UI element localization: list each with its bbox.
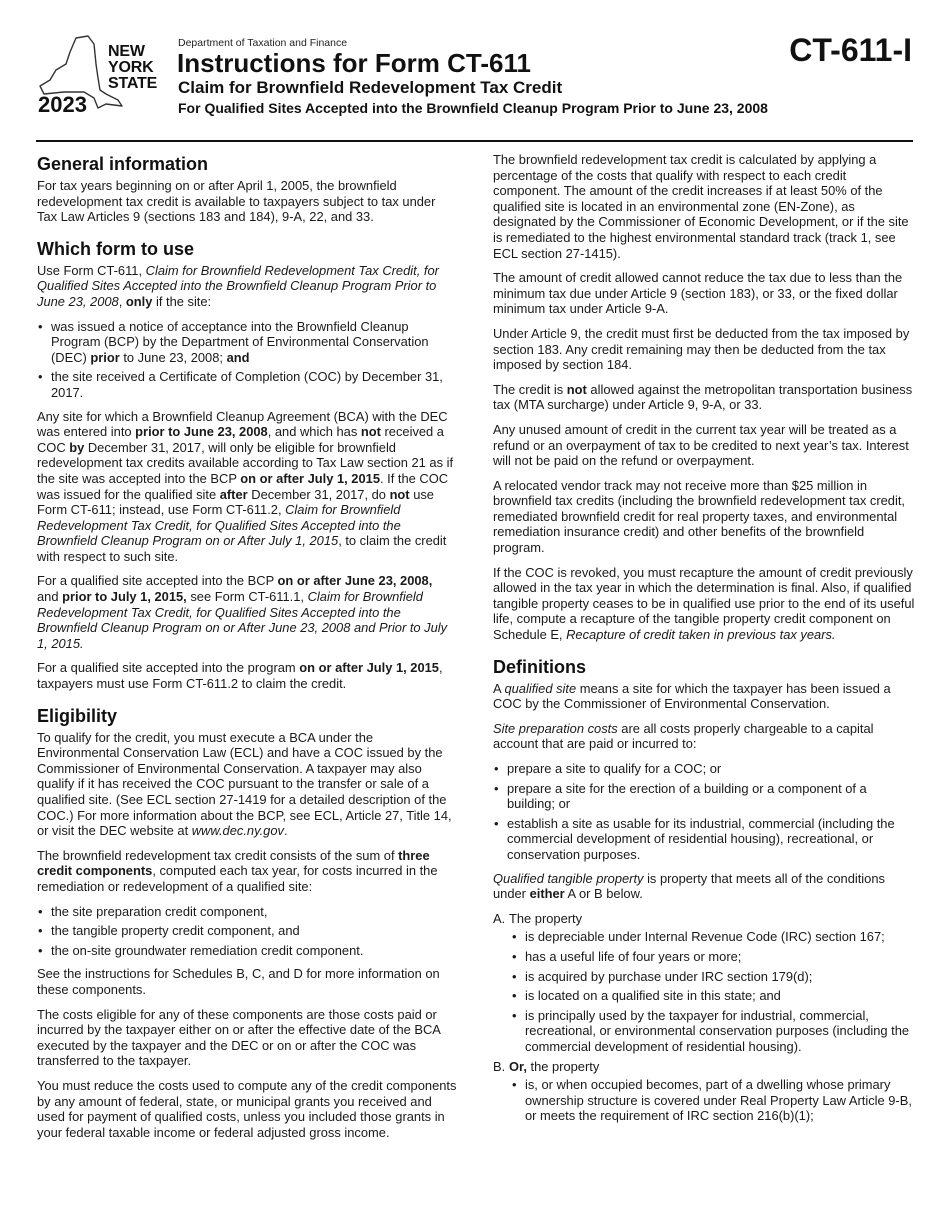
- definitions-section: [493, 655, 915, 1124]
- condition-b: B. Or, the property: [493, 1058, 600, 1074]
- right-column: [493, 152, 915, 1128]
- paragraph: The amount of credit allowed cannot reduce the tax due to less than the minimum tax due under Article 9 (section 183), or 33, or the fixed dollar minimum tax under Article 9-A.: [493, 270, 903, 317]
- list-item: • prepare a site for the erection of a building or a component of a building; or: [493, 781, 915, 812]
- nys-logo: [36, 34, 164, 118]
- paragraph: Site preparation costs are all costs properly chargeable to a capital account that are paid or incurred to:: [493, 720, 874, 752]
- header-divider: [36, 140, 913, 142]
- logo-state-text: NEW YORK STATE: [108, 43, 158, 92]
- section-heading: Which form to use: [37, 238, 194, 259]
- paragraph: A qualified site means a site for which the taxpayer has been issued a COC by the Commissioner of Environmental Conservation.: [493, 680, 891, 712]
- bullet-list: [37, 319, 457, 401]
- eligibility-section: [37, 704, 457, 1141]
- paragraph: You must reduce the costs used to compute any of the credit components by any amount of federal, state, or municipal grants you received and used for payment of qualified costs, unless you included those grants in your federal taxable income or federal adjusted gross income.: [37, 1077, 457, 1140]
- paragraph: See the instructions for Schedules B, C, and D for more information on these components.: [37, 966, 440, 997]
- list-item: • the on-site groundwater remediation credit component.: [37, 943, 457, 959]
- page-header: [0, 0, 950, 145]
- list-item: • is principally used by the taxpayer for industrial, commercial, recreational, or environmental conservation purposes (including the commercial development of residential housing).: [511, 1008, 915, 1055]
- paragraph: Any site for which a Brownfield Cleanup Agreement (BCA) with the DEC was entered into prior to June 23, 2008, and which has not received a COC by December 31, 2017, will only be eligible for brownfield redevelopment tax credits available according to Tax Law section 21 as if the site was accepted into the BCP on or after July 1, 2015. If the COC was issued for the qualified site after December 31, 2017, do not use Form CT-611; instead, use Form CT-611.2, Claim for Brownfield Redevelopment Tax Credit, for Qualified Sites Accepted into the Brownfield Cleanup Program on or After July 1, 2015, to claim the credit with respect to such site.: [37, 408, 454, 564]
- list-item: • the tangible property credit component, and: [37, 923, 457, 939]
- list-item: • is acquired by purchase under IRC section 179(d);: [511, 969, 915, 985]
- paragraph: A relocated vendor track may not receive more than $25 million in brownfield tax credits (including the brownfield redevelopment tax credit, remediated brownfield credit for real property taxes, and environmental remediation insurance credit) and other benefits of the brownfield program.: [493, 477, 905, 556]
- paragraph: If the COC is revoked, you must recapture the amount of credit previously allowed in the tax year in which the determination is final. Also, if qualified tangible property ceases to be in qualified use prior to the end of its useful life, compute a recapture of the tangible property credit component on Schedule E, Recapture of credit taken in previous tax years.: [493, 564, 915, 643]
- dec-website-link: www.dec.ny.gov: [191, 823, 284, 839]
- paragraph: Qualified tangible property is property that meets all of the conditions under either A or B below.: [493, 870, 885, 902]
- bullet-list: [493, 761, 915, 863]
- list-item: • prepare a site to qualify for a COC; or: [493, 761, 915, 777]
- list-item: • establish a site as usable for its industrial, commercial (including the commercial development of residential housing), recreational, or conservation purposes.: [493, 816, 915, 863]
- paragraph: For a qualified site accepted into the BCP on or after June 23, 2008, and prior to July 1, 2015, see Form CT-611.1, Claim for Brownfield Redevelopment Tax Credit, for Qualified Sites Accepted into the Brownfield Cleanup Program on or After June 23, 2008 and Prior to July 1, 2015.: [37, 573, 448, 651]
- condition-a: A. The property: [493, 910, 583, 926]
- left-column: [37, 152, 457, 1149]
- list-item: • is, or when occupied becomes, part of a dwelling whose primary ownership structure is covered under Real Property Law Article 9-B, or meets the requirement of IRC section 216(b)(1);: [511, 1077, 915, 1124]
- bullet-list: [511, 929, 915, 1054]
- page-subtitle: Claim for Brownfield Redevelopment Tax Credit: [178, 78, 563, 97]
- page-title: Instructions for Form CT-611: [177, 48, 531, 78]
- paragraph: For a qualified site accepted into the program on or after July 1, 2015, taxpayers must use Form CT-611.2 to claim the credit.: [37, 660, 443, 692]
- paragraph: The brownfield redevelopment tax credit consists of the sum of three credit components, computed each tax year, for costs incurred in the remediation or redevelopment of a qualified site:: [37, 847, 438, 894]
- list-item: • has a useful life of four years or more;: [511, 949, 915, 965]
- logo-year: 2023: [38, 92, 87, 117]
- list-item: • is depreciable under Internal Revenue Code (IRC) section 167;: [511, 929, 915, 945]
- department-name: Department of Taxation and Finance: [178, 37, 348, 49]
- paragraph: To qualify for the credit, you must execute a BCA under the Environmental Conservation Law (ECL) and have a COC issued by the Commissioner of Environmental Conservation. A taxpayer may also qualify if it has received the COC pursuant to the transfer or sale of a qualified site. (See ECL section 27-1419 for a detailed description of the COC.) For more information about the BCP, see ECL, Article 27, Title 14, or visit the DEC website at www.dec.ny.gov.: [37, 729, 452, 839]
- list-item: • the site preparation credit component,: [37, 904, 457, 920]
- form-number: CT-611-I: [789, 32, 912, 68]
- paragraph: The credit is not allowed against the metropolitan transportation business tax (MTA surcharge) under Article 9, 9-A, or 33.: [493, 381, 913, 413]
- which-form-section: [37, 237, 457, 692]
- bullet-list: [37, 904, 457, 959]
- paragraph: The costs eligible for any of these components are those costs paid or incurred by the taxpayer either on or after the effective date of the BCA executed by the taxpayer and the DEC or on or after the COC was transferred to the taxpayer.: [37, 1006, 441, 1069]
- bullet-list: [511, 1077, 915, 1124]
- section-heading: General information: [37, 154, 209, 174]
- list-item: • was issued a notice of acceptance into the Brownfield Cleanup Program (BCP) by the Department of Environmental Conservation (DEC) prior to June 23, 2008; and: [37, 319, 457, 366]
- list-item: • the site received a Certificate of Completion (COC) by December 31, 2017.: [37, 369, 457, 400]
- general-information-section: [37, 152, 457, 225]
- paragraph: Under Article 9, the credit must first be deducted from the tax imposed by section 183. Any credit remaining may then be deducted from the tax imposed by section 184.: [493, 325, 910, 373]
- page-subtitle-secondary: For Qualified Sites Accepted into the Brownfield Cleanup Program Prior to June 23, 2008: [178, 100, 768, 116]
- section-heading: Eligibility: [37, 705, 118, 726]
- paragraph: For tax years beginning on or after April 1, 2005, the brownfield redevelopment tax credit is available to taxpayers subject to tax under Tax Law Articles 9 (sections 183 and 184), 9-A, 22, and 33.: [37, 178, 436, 225]
- paragraph: Use Form CT-611, Claim for Brownfield Redevelopment Tax Credit, for Qualified Sites Accepted into the Brownfield Cleanup Program Prior to June 23, 2008, only if the site:: [37, 262, 439, 309]
- paragraph: Any unused amount of credit in the current tax year will be treated as a refund or an overpayment of tax to be credited to next year’s tax. Interest will not be paid on the refund or overpayment.: [493, 421, 909, 469]
- section-heading: Definitions: [493, 656, 586, 677]
- list-item: • is located on a qualified site in this state; and: [511, 988, 915, 1004]
- paragraph: The brownfield redevelopment tax credit is calculated by applying a percentage of the costs that qualify with respect to each credit component. The amount of the credit increases if at least 50% of the qualified site is located in an environmental zone (EN-Zone), as designated by the Commissioner of Economic Development, or if the site is remediated to the highest environmental standard track (track 1, see ECL section 27-1415).: [493, 152, 909, 261]
